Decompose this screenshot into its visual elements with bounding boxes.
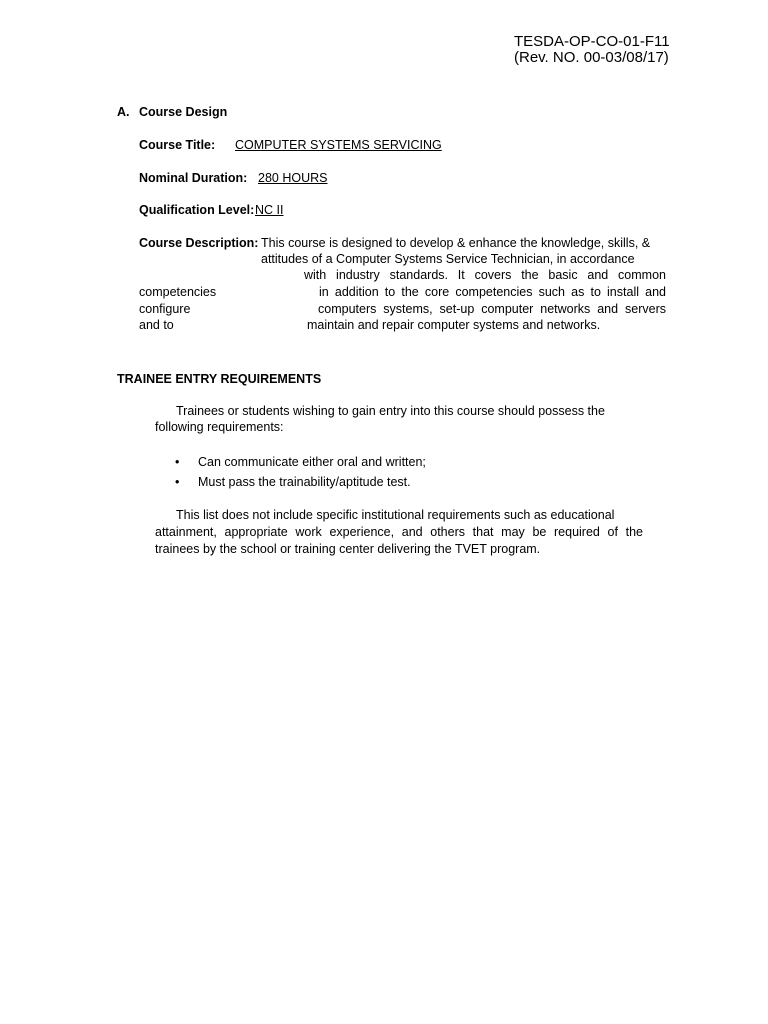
requirement-item: Can communicate either oral and written; <box>198 455 426 469</box>
qualification-label: Qualification Level: <box>139 203 255 217</box>
description-left-word: and to <box>139 318 174 332</box>
revision-number: (Rev. NO. 00-03/08/17) <box>514 49 669 66</box>
intro-text: following requirements: <box>155 420 284 434</box>
description-line: computers systems, set-up computer networks and servers <box>318 302 666 316</box>
note-text: trainees by the school or training center delivering the TVET program. <box>155 542 541 556</box>
description-left-word: configure <box>139 302 191 316</box>
form-code: TESDA-OP-CO-01-F11 <box>514 33 670 50</box>
duration-label: Nominal Duration: <box>139 171 248 185</box>
intro-text: Trainees or students wishing to gain entry into this course should possess the <box>176 404 605 418</box>
section-marker: A. <box>117 105 130 119</box>
note-text: attainment, appropriate work experience, and others that may be required of the <box>155 525 643 539</box>
duration-value: 280 HOURS <box>258 171 328 185</box>
note-text: This list does not include specific institutional requirements such as educational <box>176 508 615 522</box>
description-line: in addition to the core competencies such as to install and <box>319 285 666 299</box>
qualification-value: NC II <box>255 203 284 217</box>
bullet-icon: • <box>175 455 180 469</box>
description-left-word: competencies <box>139 285 217 299</box>
description-line: maintain and repair computer systems and networks. <box>307 318 601 332</box>
description-line: This course is designed to develop & enhance the knowledge, skills, & <box>261 236 651 250</box>
description-line: with industry standards. It covers the basic and common <box>304 268 666 282</box>
description-label: Course Description: <box>139 236 259 250</box>
course-title-value: COMPUTER SYSTEMS SERVICING <box>235 138 442 152</box>
course-title-label: Course Title: <box>139 138 216 152</box>
requirement-item: Must pass the trainability/aptitude test. <box>198 475 411 489</box>
section-title: Course Design <box>139 105 228 119</box>
form-code-header <box>514 34 670 66</box>
trainee-entry-heading: TRAINEE ENTRY REQUIREMENTS <box>117 372 322 386</box>
description-line: attitudes of a Computer Systems Service Technician, in accordance <box>261 252 635 266</box>
bullet-icon: • <box>175 475 180 489</box>
